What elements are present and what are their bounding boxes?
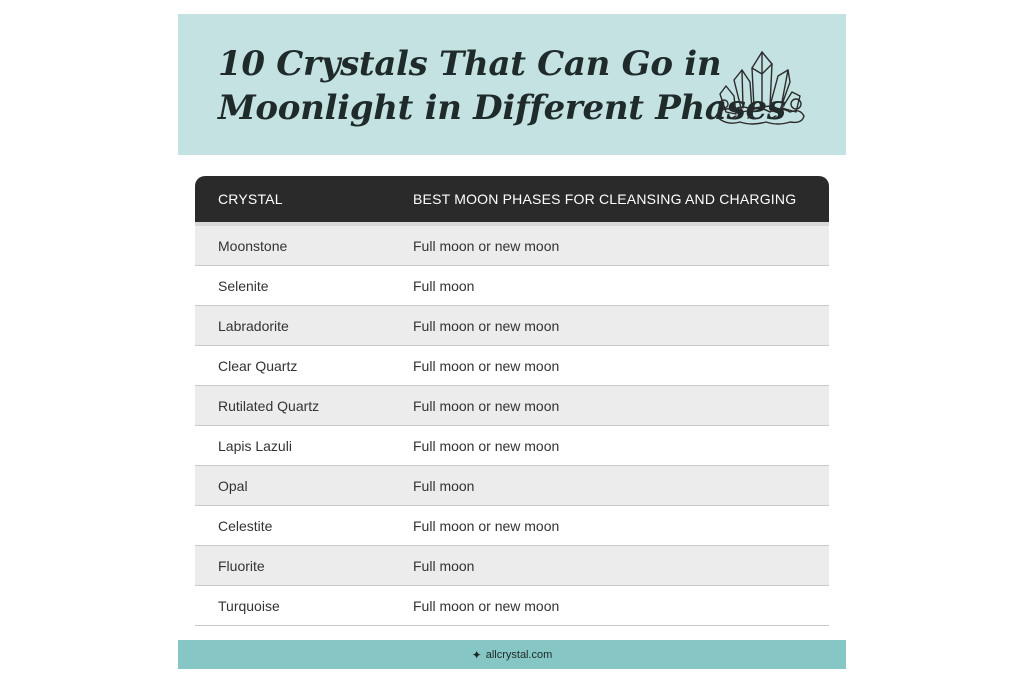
table-header bbox=[195, 176, 829, 222]
table-body bbox=[195, 226, 829, 626]
moon-phase-cell: Full moon or new moon bbox=[413, 517, 560, 534]
table-row bbox=[195, 346, 829, 386]
moon-phase-cell: Full moon bbox=[413, 477, 475, 494]
crystal-name-cell: Clear Quartz bbox=[218, 357, 298, 374]
crystal-table bbox=[195, 176, 829, 626]
crystal-cluster-icon bbox=[712, 46, 808, 126]
moon-phase-cell: Full moon or new moon bbox=[413, 237, 560, 254]
footer-site-name: allcrystal.com bbox=[485, 648, 553, 661]
table-row bbox=[195, 266, 829, 306]
table-row bbox=[195, 226, 829, 266]
moon-phase-cell: Full moon or new moon bbox=[413, 357, 560, 374]
table-row bbox=[195, 506, 829, 546]
moon-phase-cell: Full moon or new moon bbox=[413, 397, 560, 414]
table-row bbox=[195, 466, 829, 506]
column-header-crystal: CRYSTAL bbox=[218, 191, 283, 207]
title-line-2: Moonlight in Different Phases bbox=[218, 88, 786, 128]
column-header-moon-phases: BEST MOON PHASES FOR CLEANSING AND CHARGING bbox=[413, 191, 797, 207]
table-row bbox=[195, 586, 829, 626]
moon-phase-cell: Full moon or new moon bbox=[413, 317, 560, 334]
sparkle-icon: ✦ bbox=[471, 647, 482, 662]
title-line-1: 10 Crystals That Can Go in bbox=[218, 44, 722, 84]
crystal-name-cell: Fluorite bbox=[218, 557, 265, 574]
crystal-name-cell: Labradorite bbox=[218, 317, 289, 334]
moon-phase-cell: Full moon or new moon bbox=[413, 437, 560, 454]
crystal-name-cell: Lapis Lazuli bbox=[218, 437, 292, 454]
moon-phase-cell: Full moon bbox=[413, 557, 475, 574]
crystal-name-cell: Selenite bbox=[218, 277, 269, 294]
footer-bar bbox=[178, 640, 846, 669]
table-row bbox=[195, 306, 829, 346]
moon-phase-cell: Full moon bbox=[413, 277, 475, 294]
infographic-card bbox=[178, 14, 846, 669]
table-row bbox=[195, 426, 829, 466]
crystal-name-cell: Opal bbox=[218, 477, 248, 494]
crystal-name-cell: Rutilated Quartz bbox=[218, 397, 320, 414]
crystal-name-cell: Turquoise bbox=[218, 597, 280, 614]
table-row bbox=[195, 386, 829, 426]
title-banner bbox=[178, 14, 846, 155]
table-row bbox=[195, 546, 829, 586]
page-title bbox=[218, 42, 786, 130]
moon-phase-cell: Full moon or new moon bbox=[413, 597, 560, 614]
crystal-name-cell: Celestite bbox=[218, 517, 273, 534]
crystal-name-cell: Moonstone bbox=[218, 237, 288, 254]
